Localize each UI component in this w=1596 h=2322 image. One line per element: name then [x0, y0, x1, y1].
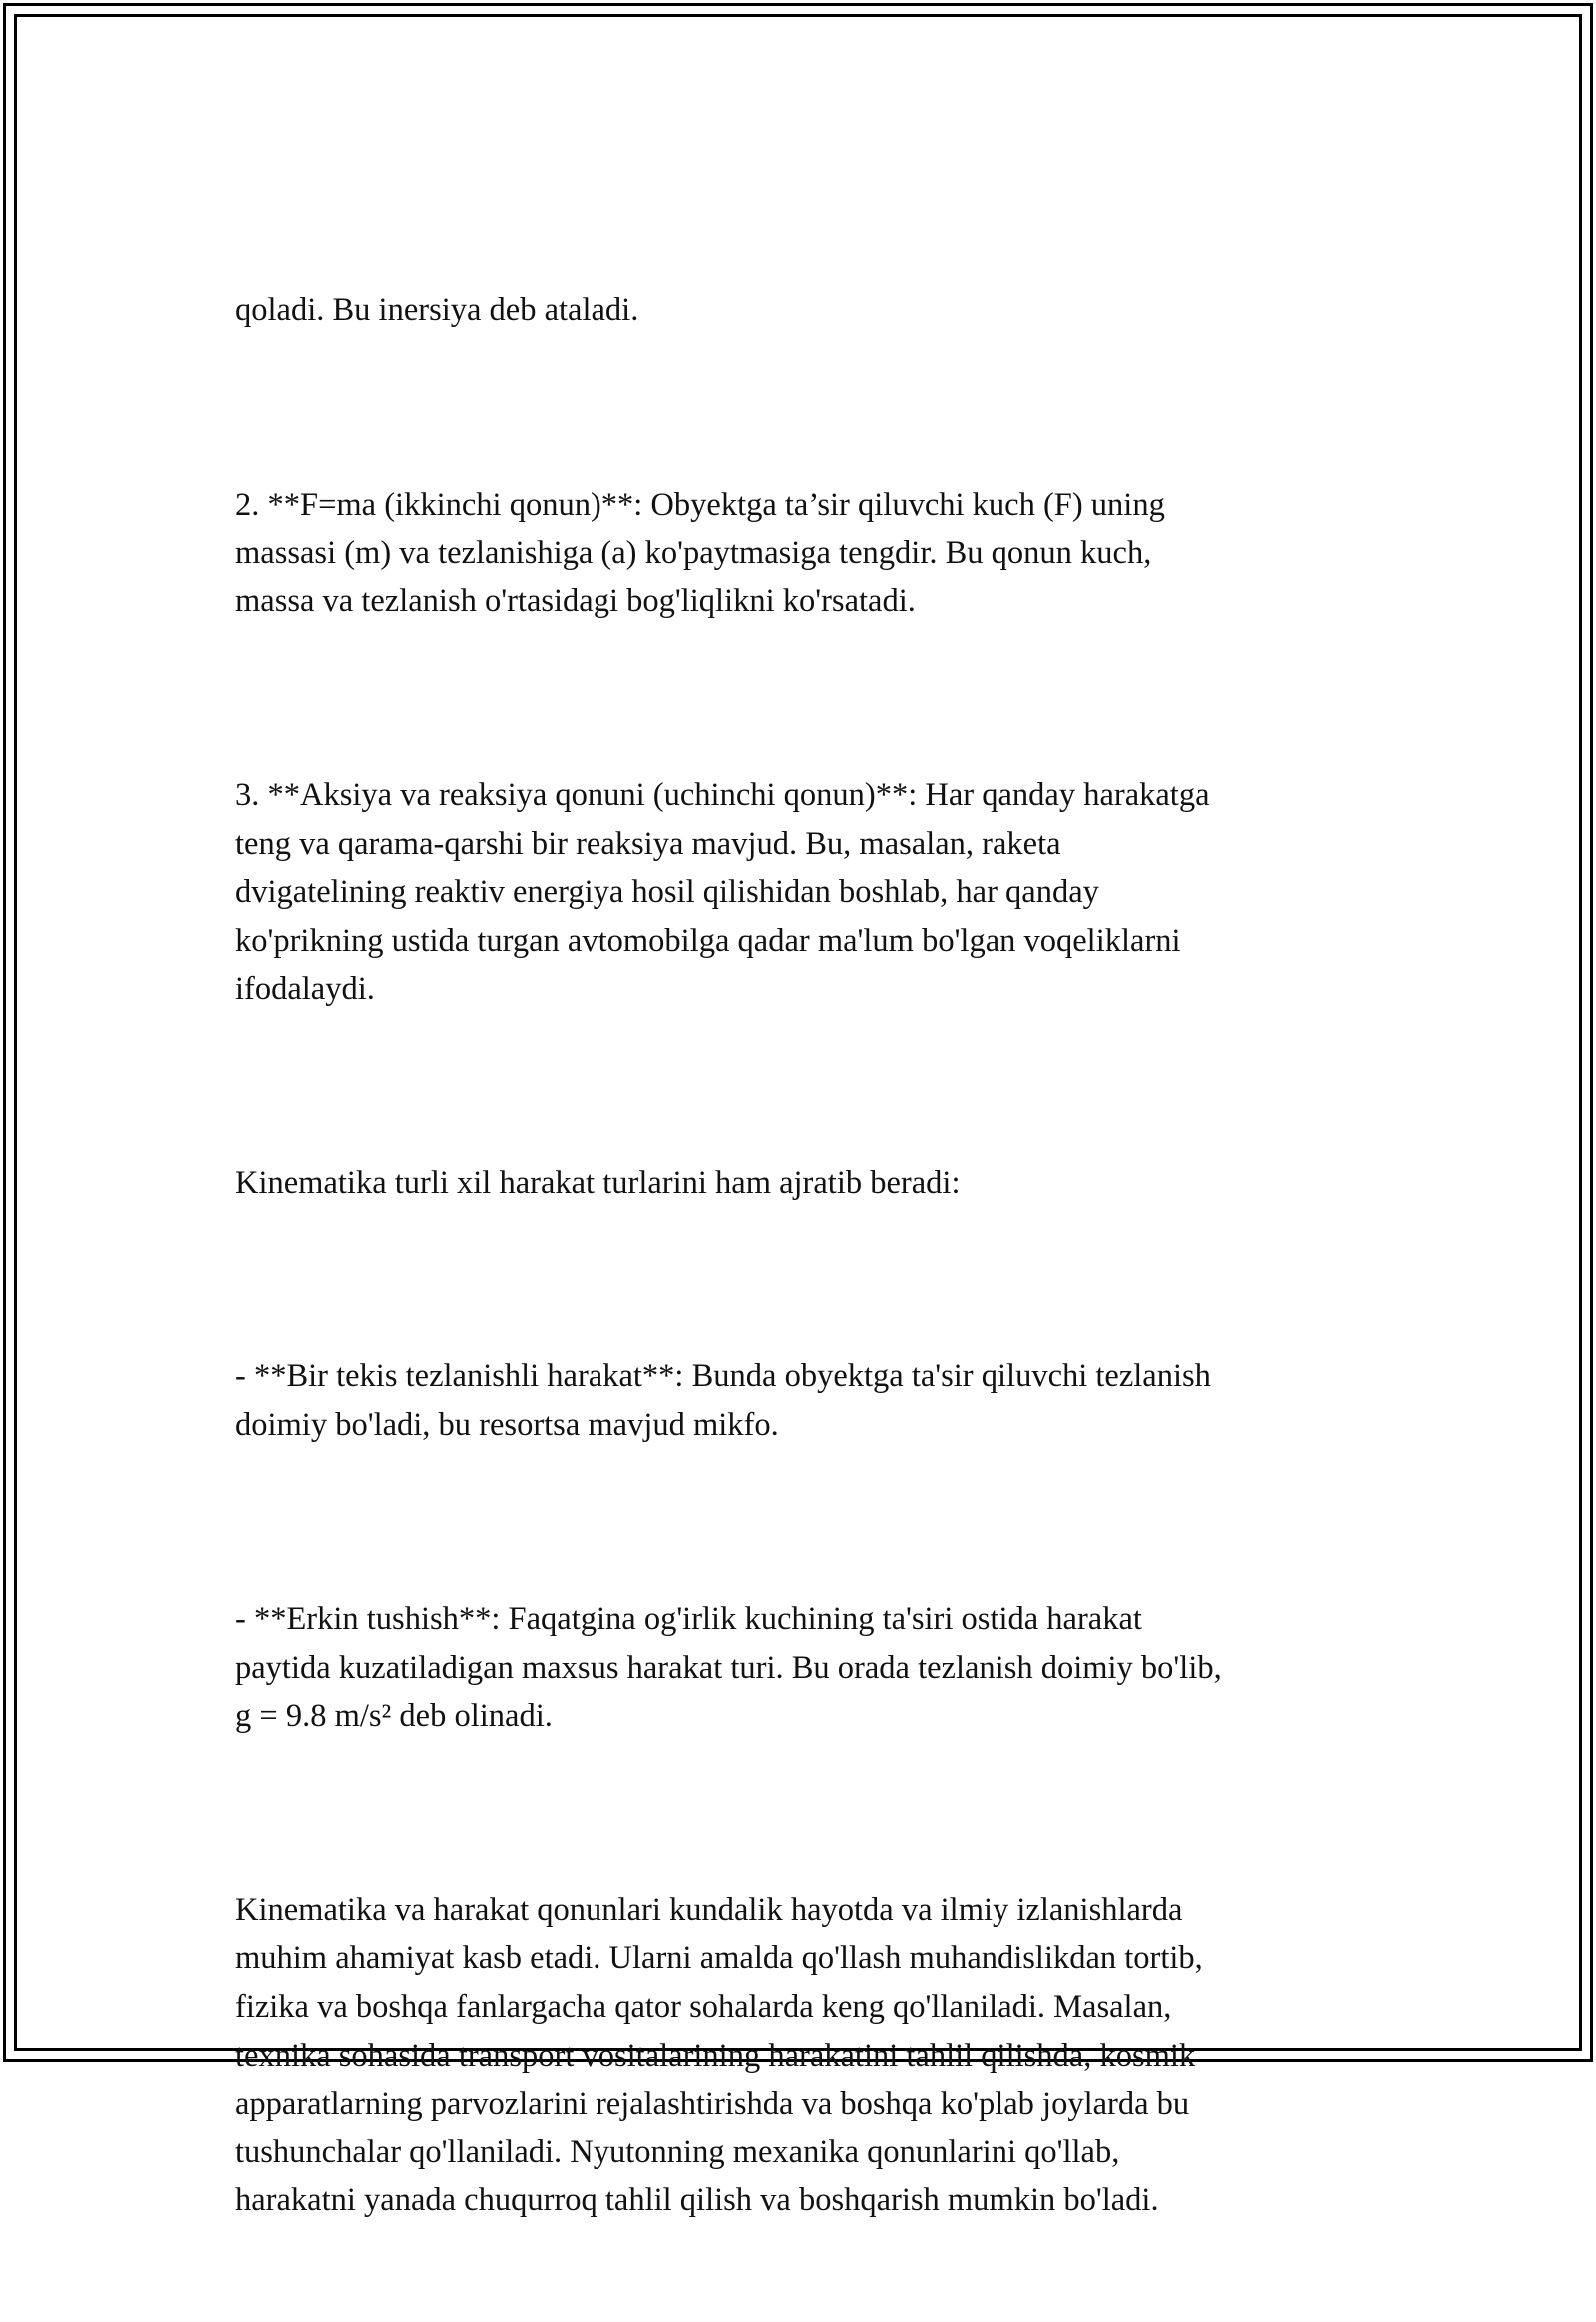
paragraph-second-law: 2. **F=ma (ikkinchi qonun)**: Obyektga ta’sir qiluvchi kuch (F) uning massasi (m) va tezlanishiga (a) ko'paytmasiga tengdir. Bu qonun kuch, massa va tezlanish o'rtasidagi bog'liqlikni ko'rsatadi.	[235, 486, 1165, 619]
paragraph-inertia-end: qoladi. Bu inersiya deb ataladi.	[235, 292, 639, 329]
paragraph-conclusion: Kinematika va harakat qonunlari kundalik hayotda va ilmiy izlanishlarda muhim ahamiyat kasb etadi. Ularni amalda qo'llash muhandislikdan tortib, fizika va boshqa fanlargacha qator sohalarda keng qo'llaniladi. Masalan, texnika sohasida transport vositalarining harakatini tahlil qilishda, kosmik apparatlarning parvozlarini rejalashtirishda va boshqa ko'plab joylarda bu tushunchalar qo'llaniladi. Nyutonning mexanika qonunlarini qo'llab, harakatni yanada chuqurroq tahlil qilish va boshqarish mumkin bo'ladi.	[235, 1891, 1203, 2219]
list-item-free-fall: - **Erkin tushish**: Faqatgina og'irlik kuchining ta'siri ostida harakat paytida kuzatiladigan maxsus harakat turi. Bu orada tezlanish doimiy bo'lib, g = 9.8 m/s² deb olinadi.	[235, 1601, 1222, 1735]
paragraph-motion-types-intro: Kinematika turli xil harakat turlarini ham ajratib beradi:	[235, 1164, 961, 1201]
document-body	[235, 190, 1373, 2322]
paragraph-third-law: 3. **Aksiya va reaksiya qonuni (uchinchi qonun)**: Har qanday harakatga teng va qarama-qarshi bir reaksiya mavjud. Bu, masalan, raketa dvigatelining reaktiv energiya hosil qilishidan boshlab, har qanday ko'prikning ustida turgan avtomobilga qadar ma'lum bo'lgan voqeliklarni ifodalaydi.	[235, 777, 1210, 1007]
list-item-uniform-acceleration: - **Bir tekis tezlanishli harakat**: Bunda obyektga ta'sir qiluvchi tezlanish doimiy bo'ladi, bu resortsa mavjud mikfo.	[235, 1358, 1211, 1443]
